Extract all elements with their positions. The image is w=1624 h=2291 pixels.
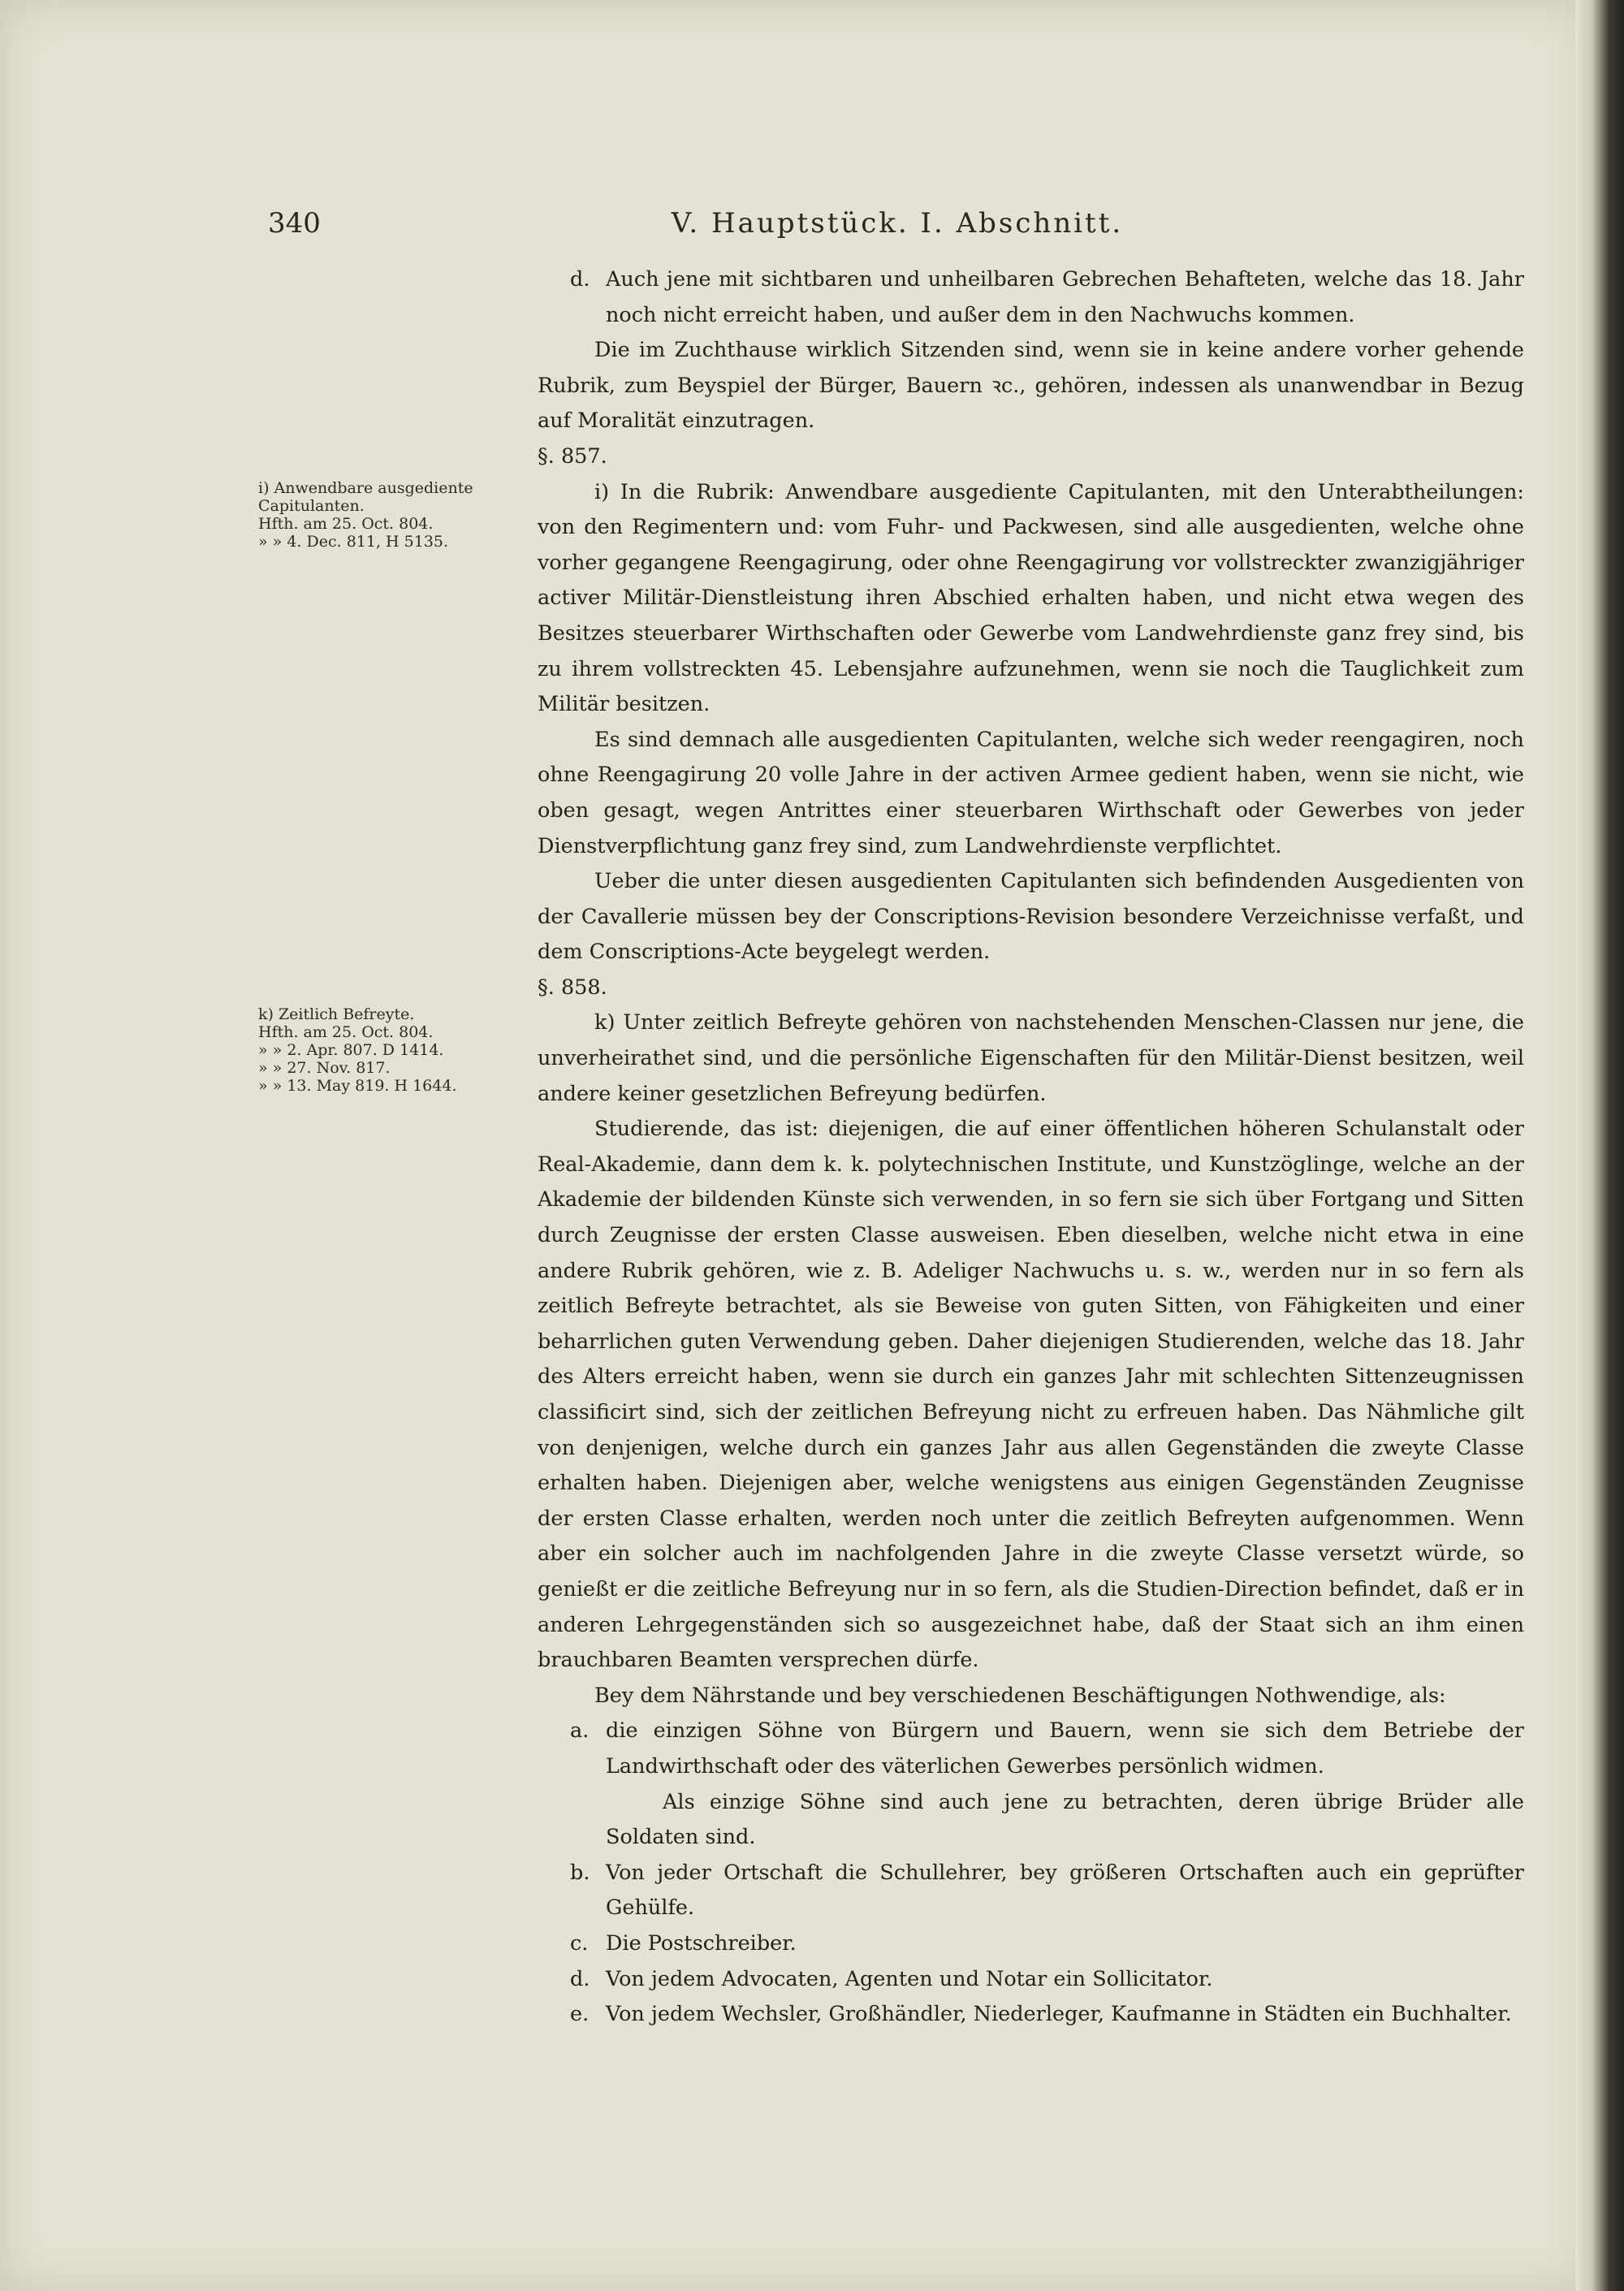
item-text: Von jeder Ortschaft die Schullehrer, bey größeren Ortschaften auch ein geprüfter Gehülfe. — [606, 1860, 1524, 1921]
margin-note-line: Capitulanten. — [258, 497, 365, 515]
list-item-b — [538, 1856, 1524, 1926]
list-item-note: Als einzige Söhne sind auch jene zu betrachten, deren übrige Brüder alle Soldaten sind. — [606, 1789, 1524, 1850]
page-number: 340 — [268, 207, 321, 240]
margin-note-line: » » 4. Dec. 811, H 5135. — [258, 533, 449, 551]
paragraph-858-befreyte: k) Unter zeitlich Befreyte gehören von nachstehenden Menschen-Classen nur jene, die unverheirathet sind, und die persönliche Eigenschaften für den Militär-Dienst besitzen, weil andere keiner gesetzlichen Befreyung bedürfen. — [538, 1010, 1524, 1106]
list-item-d — [538, 1962, 1524, 1998]
item-label: b. — [570, 1860, 590, 1885]
paragraph-858-naehrstand: Bey dem Nährstande und bey verschiedenen Beschäftigungen Nothwendige, als: — [594, 1683, 1446, 1708]
margin-note-line: i) Anwendbare ausgediente — [258, 479, 473, 497]
main-text — [538, 262, 1524, 2033]
paragraph-857-rubrik: i) In die Rubrik: Anwendbare ausgediente Capitulanten, mit den Unterabtheilungen: von den Regimentern und: vom Fuhr- und Packwesen, sind alle ausgedienten, welche ohne vorher gegangene Reengagirung, oder ohne Reengagirung vor vollstreckter zwanzigjähriger activer Militär-Dienstleistung ihren Abschied erhalten haben, und nicht etwa wegen des Besitzes steuerbarer Wirthschaften oder Gewerbe vom Landwehrdienste ganz frey sind, bis zu ihrem vollstreckten 45. Lebensjahre aufzunehmen, wenn sie noch die Tauglichkeit zum Militär besitzen. — [538, 479, 1524, 717]
item-text: die einzigen Söhne von Bürgern und Bauern, wenn sie sich dem Betriebe der Landwirthschaft oder des väterlichen Gewerbes persönlich widmen. — [606, 1718, 1524, 1779]
paragraph-857-demnach: Es sind demnach alle ausgedienten Capitulanten, welche sich weder reengagiren, noch ohne Reengagirung 20 volle Jahre in der activen Armee gedient haben, wenn sie nicht, wie oben gesagt, wegen Antrittes einer steuerbaren Wirthschaft oder Gewerbes von jeder Dienstverpflichtung ganz frey sind, zum Landwehrdienste verpflichtet. — [538, 727, 1524, 858]
margin-note-line: Hfth. am 25. Oct. 804. — [258, 1023, 434, 1041]
margin-note-line: k) Zeitlich Befreyte. — [258, 1005, 415, 1023]
margin-note-k — [258, 1005, 526, 1095]
paragraph-858-studierende: Studierende, das ist: diejenigen, die auf einer öffentlichen höheren Schulanstalt oder Real-Akademie, dann dem k. k. polytechnischen Institute, und Kunstzöglinge, welche an der Akademie der bildenden Künste sich verwenden, in so fern sie sich über Fortgang und Sitten durch Zeugnisse der ersten Classe ausweisen. Eben dieselben, welche nicht etwa in eine andere Rubrik gehören, wie z. B. Adeliger Nachwuchs u. s. w., werden nur in so fern als zeitlich Befreyte betrachtet, als sie Beweise von guten Sitten, von Fähigkeiten und einer beharrlichen guten Verwendung geben. Daher diejenigen Studierenden, welche das 18. Jahr des Alters erreicht haben, wenn sie durch ein ganzes Jahr mit schlechten Sittenzeugnissen classificirt sind, sich der zeitlichen Befreyung nicht zu erfreuen haben. Das Nähmliche gilt von denjenigen, welche durch ein ganzes Jahr aus allen Gegenständen die zweyte Classe erhalten haben. Diejenigen aber, welche wenigstens aus einigen Gegenständen Zeugnisse der ersten Classe erhalten, werden noch unter die zeitlich Befreyten aufgenommen. Wenn aber ein solcher auch im nachfolgenden Jahre in die zweyte Classe versetzt würde, so genießt er die zeitliche Befreyung nur in so fern, als die Studien-Direction befindet, daß er in anderen Lehrgegenständen sich so ausgezeichnet habe, daß der Staat sich an ihm einen brauchbaren Beamten versprechen dürfe. — [538, 1117, 1524, 1673]
margin-note-line: » » 27. Nov. 817. — [258, 1059, 391, 1077]
list-item-a — [538, 1714, 1524, 1784]
paragraph-857-cavallerie: Ueber die unter diesen ausgedienten Capitulanten sich befindenden Ausgedienten von der Cavallerie müssen bey der Conscriptions-Revision besondere Verzeichnisse verfaßt, und dem Conscriptions-Acte beygelegt werden. — [538, 869, 1524, 965]
page-header — [268, 207, 1527, 248]
margin-note-line: » » 13. May 819. H 1644. — [258, 1077, 457, 1095]
section-heading-857: §. 857. — [538, 443, 607, 469]
list-item-d-top — [538, 262, 1524, 333]
item-label: d. — [570, 267, 590, 292]
page-fold-shadow — [1575, 0, 1624, 2291]
margin-note-line: Hfth. am 25. Oct. 804. — [258, 515, 434, 533]
item-label: e. — [570, 2002, 590, 2027]
item-text: Die Postschreiber. — [606, 1930, 797, 1956]
paragraph-zuchthaus: Die im Zuchthause wirklich Sitzenden sind, wenn sie in keine andere vorher gehende Rubrik, zum Beyspiel der Bürger, Bauern ꝛc., gehören, indessen als unanwendbar in Bezug auf Moralität einzutragen. — [538, 338, 1524, 434]
margin-note-line: » » 2. Apr. 807. D 1414. — [258, 1041, 444, 1059]
item-label: a. — [570, 1718, 590, 1744]
list-item-e — [538, 1997, 1524, 2033]
list-item-c — [538, 1926, 1524, 1962]
item-text: Von jedem Wechsler, Großhändler, Niederleger, Kaufmanne in Städten ein Buchhalter. — [606, 2002, 1512, 2027]
item-text: Von jedem Advocaten, Agenten und Notar ein Sollicitator. — [606, 1966, 1213, 1991]
section-heading-858: §. 858. — [538, 975, 607, 1000]
item-label: d. — [570, 1966, 590, 1991]
running-head: V. Hauptstück. I. Abschnitt. — [671, 207, 1124, 240]
item-label: c. — [570, 1930, 589, 1956]
item-text: Auch jene mit sichtbaren und unheilbaren Gebrechen Behafteten, welche das 18. Jahr noch nicht erreicht haben, und außer dem in den Nachwuchs kommen. — [606, 267, 1524, 327]
margin-note-i — [258, 479, 526, 551]
